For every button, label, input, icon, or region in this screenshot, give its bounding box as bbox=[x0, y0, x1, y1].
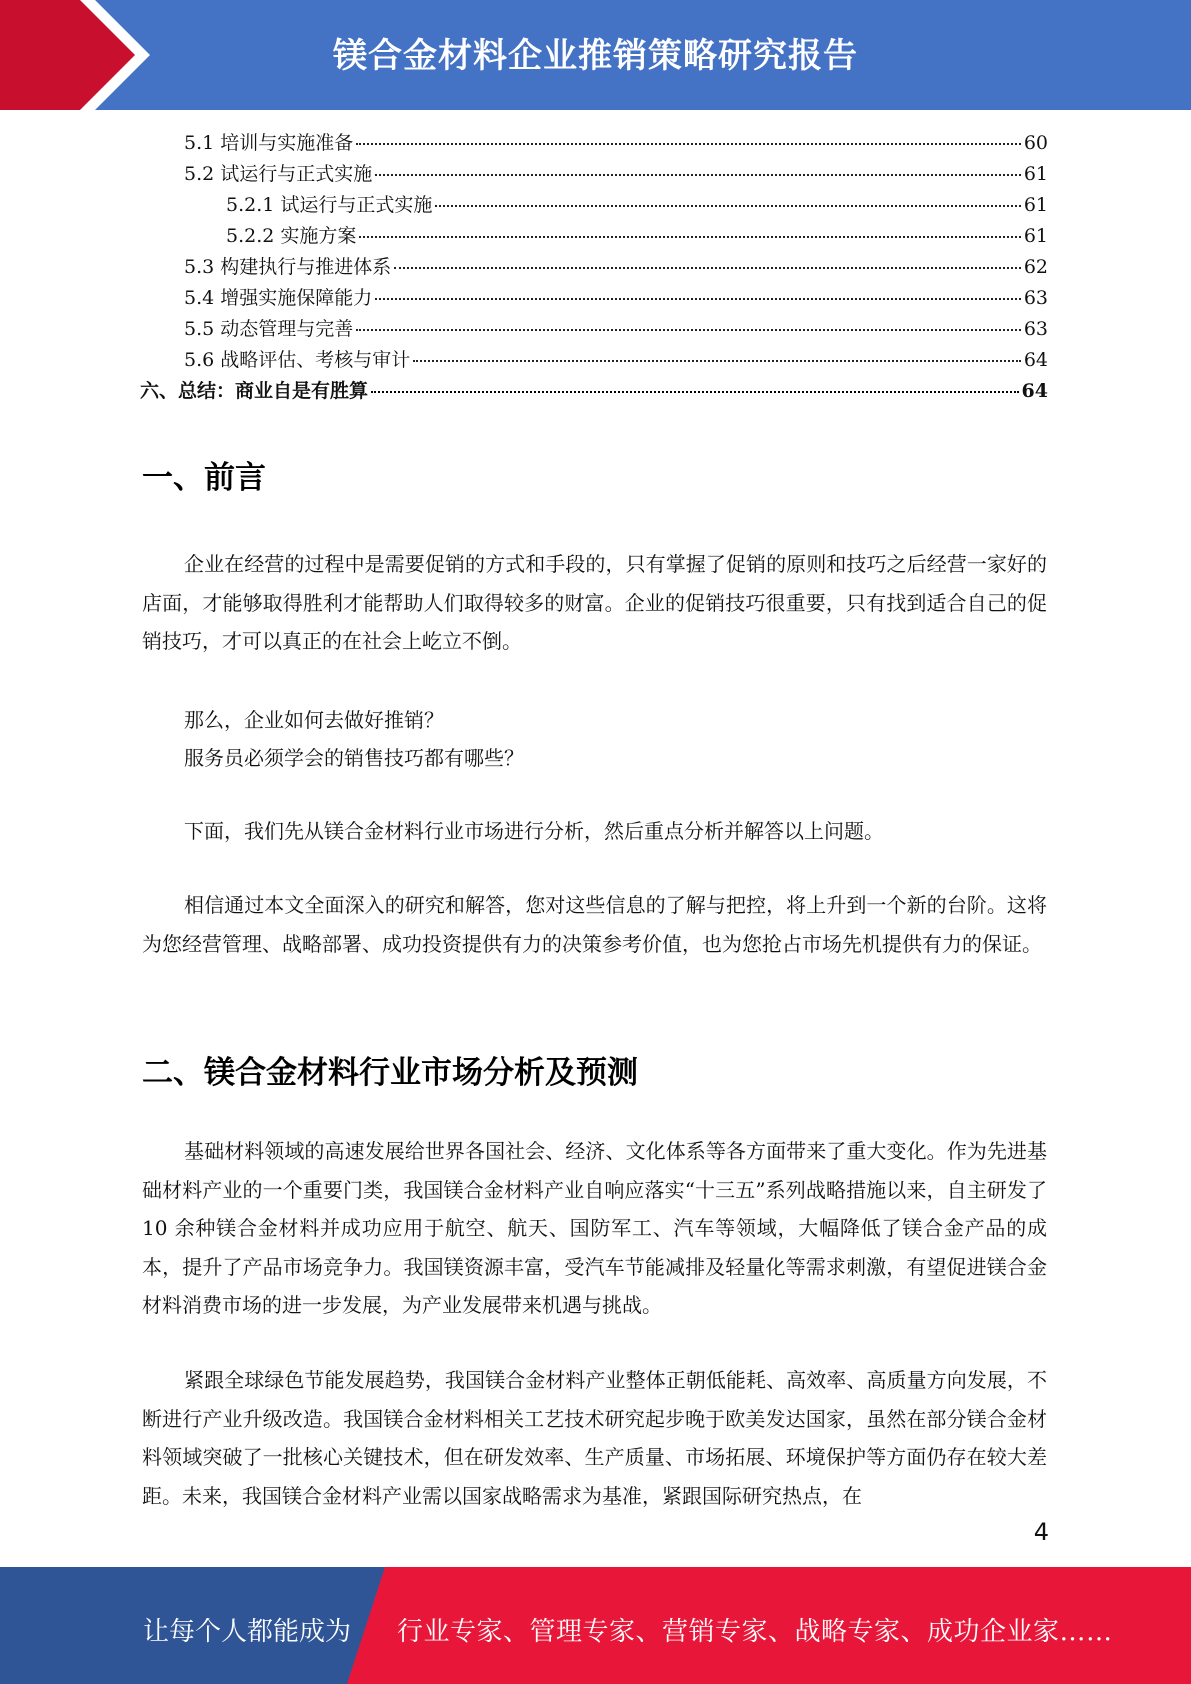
toc-number: 5.2.2 bbox=[226, 225, 281, 247]
toc-page: 63 bbox=[1023, 318, 1048, 340]
toc-leader bbox=[356, 143, 1021, 145]
toc-title: 实施方案 bbox=[280, 225, 357, 247]
toc-entry[interactable] bbox=[140, 190, 1048, 221]
toc-title: 培训与实施准备 bbox=[220, 132, 354, 154]
toc-page: 64 bbox=[1023, 349, 1048, 371]
toc-title: 试运行与正式实施 bbox=[280, 194, 433, 216]
toc-entry[interactable] bbox=[140, 252, 1048, 283]
toc-number: 5.3 bbox=[184, 256, 221, 278]
header-band bbox=[0, 0, 1191, 110]
section-heading-market-analysis: 二、镁合金材料行业市场分析及预测 bbox=[142, 1055, 638, 1091]
toc-page: 62 bbox=[1023, 256, 1048, 278]
toc-entry[interactable] bbox=[140, 128, 1048, 159]
paragraph: 下面，我们先从镁合金材料行业市场进行分析，然后重点分析并解答以上问题。 bbox=[184, 819, 884, 843]
paragraph: 基础材料领域的高速发展给世界各国社会、经济、文化体系等各方面带来了重大变化。作为先进基础材料产业的一个重要门类，我国镁合金材料产业自响应落实“十三五”系列战略措施以来，自主研发了 10 余种镁合金材料并成功应用于航空、航天、国防军工、汽车等领域，大幅降低了镁合金产品的成本，提升了产品市场竞争力。我国镁资源丰富，受汽车节能减排及轻量化等需求刺激，有望促进镁合金材料消费市场的进一步发展，为产业发展带来机遇与挑战。 bbox=[142, 1139, 1047, 1317]
paragraph: 企业在经营的过程中是需要促销的方式和手段的，只有掌握了促销的原则和技巧之后经营一家好的店面，才能够取得胜利才能帮助人们取得较多的财富。企业的促销技巧很重要，只有找到适合自己的促销技巧，才可以真正的在社会上屹立不倒。 bbox=[142, 552, 1047, 653]
toc-entry[interactable] bbox=[140, 221, 1048, 252]
toc-number: 5.1 bbox=[184, 132, 221, 154]
toc-title: 增强实施保障能力 bbox=[220, 287, 373, 309]
toc-entry[interactable] bbox=[140, 314, 1048, 345]
toc-title: 六、总结：商业自是有胜算 bbox=[140, 380, 369, 402]
footer-slogan-right: 行业专家、管理专家、营销专家、战略专家、成功企业家…… bbox=[397, 1617, 1113, 1647]
toc-page: 61 bbox=[1023, 225, 1048, 247]
toc-page: 61 bbox=[1023, 194, 1048, 216]
toc-page: 64 bbox=[1021, 380, 1048, 402]
toc-number: 5.6 bbox=[184, 349, 221, 371]
footer-slogan-left: 让每个人都能成为 bbox=[143, 1617, 352, 1647]
toc-leader bbox=[375, 174, 1021, 176]
toc-leader bbox=[413, 360, 1021, 362]
toc-entry[interactable] bbox=[140, 345, 1048, 376]
toc-title: 构建执行与推进体系 bbox=[220, 256, 392, 278]
paragraph: 相信通过本文全面深入的研究和解答，您对这些信息的了解与把控，将上升到一个新的台阶。这将为您经营管理、战略部署、成功投资提供有力的决策参考价值，也为您抢占市场先机提供有力的保证。 bbox=[142, 893, 1047, 956]
toc-entry[interactable] bbox=[140, 283, 1048, 314]
toc-title: 动态管理与完善 bbox=[220, 318, 354, 340]
table-of-contents bbox=[140, 128, 1048, 407]
toc-entry[interactable] bbox=[140, 159, 1048, 190]
section-heading-preface: 一、前言 bbox=[142, 460, 266, 496]
toc-leader bbox=[435, 205, 1020, 207]
toc-leader bbox=[356, 329, 1021, 331]
toc-title: 战略评估、考核与审计 bbox=[220, 349, 411, 371]
toc-leader bbox=[371, 391, 1019, 393]
toc-number: 5.4 bbox=[184, 287, 221, 309]
toc-number: 5.5 bbox=[184, 318, 221, 340]
page-number: 4 bbox=[1033, 1518, 1049, 1546]
toc-number: 5.2.1 bbox=[226, 194, 281, 216]
question-line: 那么，企业如何去做好推销？ bbox=[184, 708, 444, 732]
footer-band bbox=[0, 1567, 1191, 1684]
toc-page: 60 bbox=[1023, 132, 1048, 154]
paragraph: 紧跟全球绿色节能发展趋势，我国镁合金材料产业整体正朝低能耗、高效率、高质量方向发展，不断进行产业升级改造。我国镁合金材料相关工艺技术研究起步晚于欧美发达国家，虽然在部分镁合金材料领域突破了一批核心关键技术，但在研发效率、生产质量、市场拓展、环境保护等方面仍存在较大差距。未来，我国镁合金材料产业需以国家战略需求为基准，紧跟国际研究热点，在 bbox=[142, 1368, 1047, 1508]
toc-number: 5.2 bbox=[184, 163, 221, 185]
toc-page: 61 bbox=[1023, 163, 1048, 185]
toc-title: 试运行与正式实施 bbox=[220, 163, 373, 185]
toc-entry[interactable] bbox=[140, 376, 1048, 407]
toc-leader bbox=[394, 267, 1021, 269]
question-line: 服务员必须学会的销售技巧都有哪些？ bbox=[184, 746, 524, 770]
toc-leader bbox=[359, 236, 1020, 238]
document-title: 镁合金材料企业推销策略研究报告 bbox=[333, 36, 858, 76]
toc-page: 63 bbox=[1023, 287, 1048, 309]
toc-leader bbox=[375, 298, 1021, 300]
